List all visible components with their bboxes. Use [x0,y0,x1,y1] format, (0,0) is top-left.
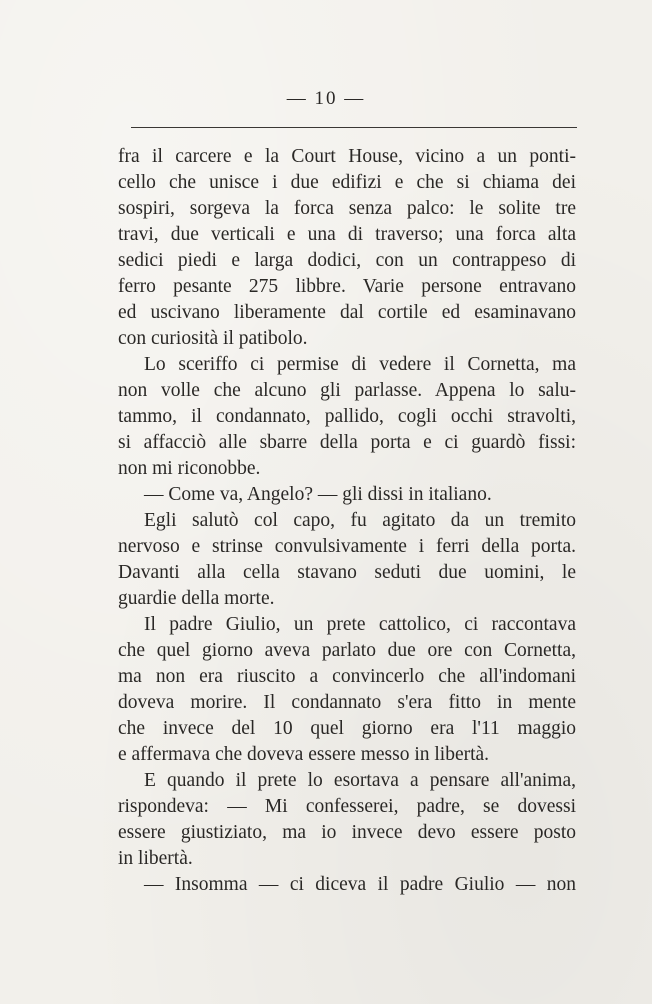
text-line: doveva morire. Il condannato s'era fitto in mente [118,692,576,713]
text-line: sospiri, sorgeva la forca senza palco: le solite tre [118,198,576,219]
text-line: Egli salutò col capo, fu agitato da un tremito [144,510,576,531]
text-line: rispondeva: — Mi confesserei, padre, se dovessi [118,796,576,817]
text-line: non mi riconobbe. [118,458,261,479]
text-line: nervoso e strinse convulsivamente i ferri della porta. [118,536,576,557]
text-line: essere giustiziato, ma io invece devo essere posto [118,822,576,843]
text-line: E quando il prete lo esortava a pensare all'anima, [144,770,576,791]
text-line: in libertà. [118,848,193,869]
text-line: si affacciò alle sbarre della porta e ci guardò fissi: [118,432,576,453]
text-line: guardie della morte. [118,588,275,609]
text-line: ferro pesante 275 libbre. Varie persone entravano [118,276,576,297]
text-line: sedici piedi e larga dodici, con un contrappeso di [118,250,576,271]
header-rule [131,127,577,128]
text-line: fra il carcere e la Court House, vicino a un ponti- [118,146,576,167]
text-line: tammo, il condannato, pallido, cogli occhi stravolti, [118,406,576,427]
text-line: e affermava che doveva essere messo in libertà. [118,744,490,765]
page-number: — 10 — [286,88,366,109]
text-line: non volle che alcuno gli parlasse. Appena lo salu- [118,380,576,401]
text-line: — Insomma — ci diceva il padre Giulio — non [144,874,576,895]
text-line: che quel giorno aveva parlato due ore con Cornetta, [118,640,576,661]
text-line: con curiosità il patibolo. [118,328,308,349]
text-line: Il padre Giulio, un prete cattolico, ci raccontava [144,614,576,635]
text-line: — Come va, Angelo? — gli dissi in italiano. [144,484,492,505]
text-line: cello che unisce i due edifizi e che si chiama dei [118,172,576,193]
text-line: travi, due verticali e una di traverso; una forca alta [118,224,576,245]
text-line: ma non era riuscito a convincerlo che all'indomani [118,666,576,687]
body-text [118,144,576,898]
text-line: Lo sceriffo ci permise di vedere il Cornetta, ma [144,354,576,375]
text-line: che invece del 10 quel giorno era l'11 maggio [118,718,576,739]
text-line: Davanti alla cella stavano seduti due uomini, le [118,562,576,583]
text-line: ed uscivano liberamente dal cortile ed esaminavano [118,302,576,323]
